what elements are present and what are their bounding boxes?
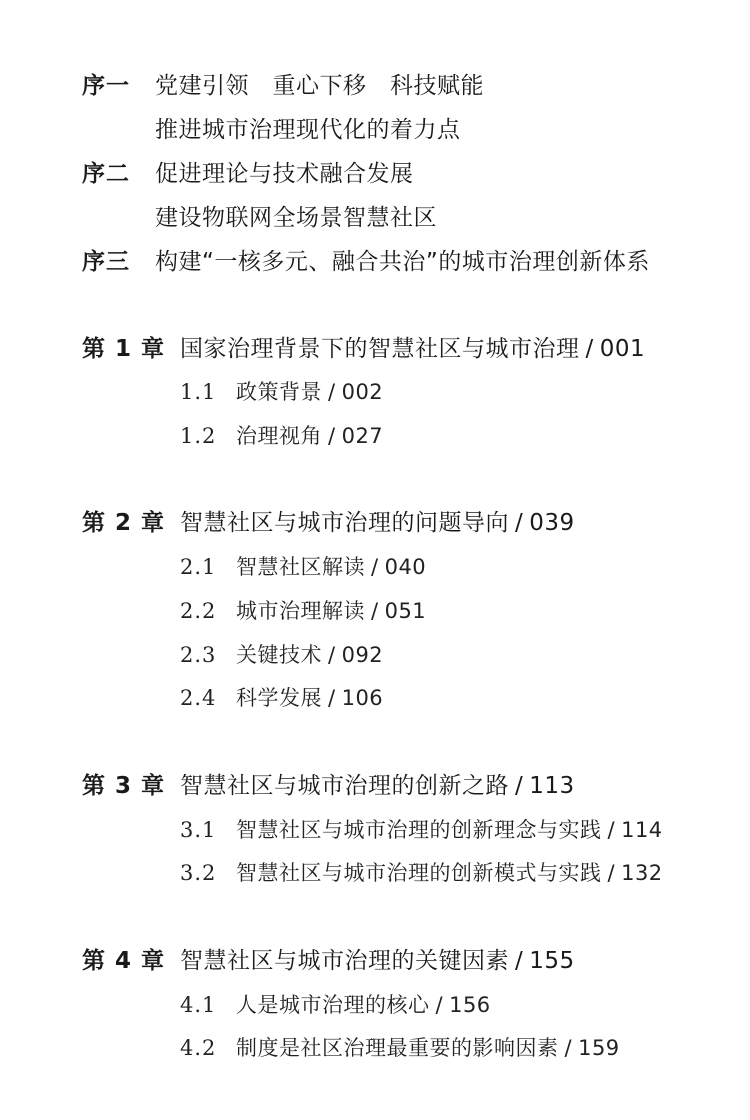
page-number: 113 xyxy=(529,773,575,799)
section-number: 4.1 xyxy=(180,993,217,1017)
separator: / xyxy=(515,948,524,974)
separator: / xyxy=(328,686,336,710)
chapter-4-label: 第 4 章 xyxy=(82,948,166,974)
chapter-3-entry[interactable] xyxy=(180,771,575,801)
page-number: 002 xyxy=(341,380,384,404)
section-number: 3.2 xyxy=(180,861,217,885)
separator: / xyxy=(435,993,444,1017)
page-number: 027 xyxy=(341,424,384,448)
section-number: 1.2 xyxy=(180,424,217,448)
section-title: 智慧社区解读 xyxy=(236,555,365,579)
separator: / xyxy=(607,861,616,885)
separator: / xyxy=(328,380,336,404)
chapter-title: 智慧社区与城市治理的问题导向 xyxy=(180,510,509,536)
page-number: 051 xyxy=(384,599,427,623)
separator: / xyxy=(371,599,379,623)
section-title: 关键技术 xyxy=(236,643,322,667)
preface-1-label: 序一 xyxy=(82,73,130,99)
section-title: 科学发展 xyxy=(236,686,322,710)
section-title: 政策背景 xyxy=(236,380,322,404)
page-number: 114 xyxy=(621,818,663,842)
section-2-2[interactable] xyxy=(180,596,426,626)
chapter-title: 智慧社区与城市治理的关键因素 xyxy=(180,948,509,974)
chapter-2-entry[interactable] xyxy=(180,508,575,538)
page-number: 092 xyxy=(341,643,384,667)
section-1-2[interactable] xyxy=(180,421,383,451)
chapter-1-entry[interactable] xyxy=(180,334,645,364)
chapter-title: 国家治理背景下的智慧社区与城市治理 xyxy=(180,336,580,362)
section-number: 4.2 xyxy=(180,1036,217,1060)
section-number: 1.1 xyxy=(180,380,217,404)
separator: / xyxy=(515,510,524,536)
page-number: 156 xyxy=(449,993,491,1017)
preface-2-line-2[interactable]: 建设物联网全场景智慧社区 xyxy=(155,205,437,231)
page-number: 159 xyxy=(578,1036,620,1060)
preface-3-label: 序三 xyxy=(82,249,130,275)
section-4-1[interactable] xyxy=(180,990,491,1020)
chapter-1-label: 第 1 章 xyxy=(82,336,166,362)
section-2-1[interactable] xyxy=(180,552,426,582)
page-number: 040 xyxy=(384,555,427,579)
section-3-2[interactable] xyxy=(180,858,663,888)
preface-1-line-1[interactable]: 党建引领 重心下移 科技赋能 xyxy=(155,73,484,99)
section-1-1[interactable] xyxy=(180,377,383,407)
section-number: 2.4 xyxy=(180,686,217,710)
page-number: 001 xyxy=(599,336,646,362)
section-number: 2.2 xyxy=(180,599,217,623)
section-number: 3.1 xyxy=(180,818,217,842)
preface-2-line-1[interactable]: 促进理论与技术融合发展 xyxy=(155,161,414,187)
separator: / xyxy=(585,336,594,362)
section-3-1[interactable] xyxy=(180,815,663,845)
section-title: 智慧社区与城市治理的创新理念与实践 xyxy=(236,818,602,842)
preface-1-line-2[interactable]: 推进城市治理现代化的着力点 xyxy=(155,117,461,143)
separator: / xyxy=(515,773,524,799)
preface-3-line-1[interactable]: 构建“一核多元、融合共治”的城市治理创新体系 xyxy=(155,249,650,275)
page-number: 039 xyxy=(529,510,575,536)
separator: / xyxy=(328,643,336,667)
separator: / xyxy=(371,555,379,579)
section-number: 2.1 xyxy=(180,555,217,579)
section-title: 治理视角 xyxy=(236,424,322,448)
page-number: 155 xyxy=(529,948,575,974)
section-4-2[interactable] xyxy=(180,1033,620,1063)
section-title: 城市治理解读 xyxy=(236,599,365,623)
chapter-4-entry[interactable] xyxy=(180,946,575,976)
section-title: 人是城市治理的核心 xyxy=(236,993,430,1017)
section-title: 制度是社区治理最重要的影响因素 xyxy=(236,1036,559,1060)
chapter-3-label: 第 3 章 xyxy=(82,773,166,799)
separator: / xyxy=(328,424,336,448)
section-2-3[interactable] xyxy=(180,640,383,670)
section-title: 智慧社区与城市治理的创新模式与实践 xyxy=(236,861,602,885)
preface-2-label: 序二 xyxy=(82,161,130,187)
separator: / xyxy=(564,1036,573,1060)
separator: / xyxy=(607,818,616,842)
chapter-2-label: 第 2 章 xyxy=(82,510,166,536)
page-number: 132 xyxy=(621,861,663,885)
chapter-title: 智慧社区与城市治理的创新之路 xyxy=(180,773,509,799)
section-number: 2.3 xyxy=(180,643,217,667)
page-number: 106 xyxy=(341,686,384,710)
section-2-4[interactable] xyxy=(180,683,383,713)
